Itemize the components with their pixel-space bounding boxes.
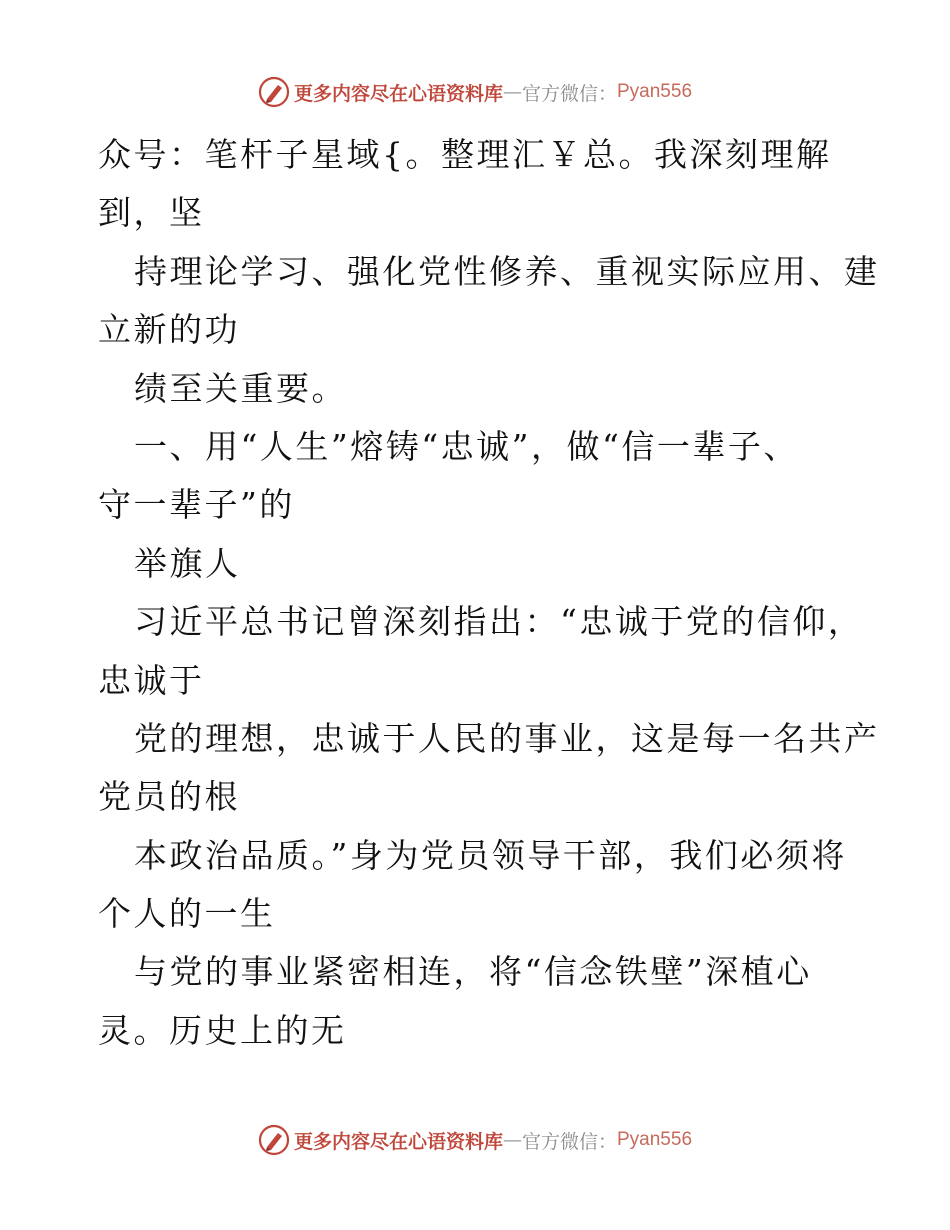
pen-logo-icon: [258, 76, 290, 108]
watermark-label: 官方微信：: [521, 1130, 617, 1153]
text-line: 党员的根: [98, 777, 240, 817]
text-line: 绩至关重要。: [134, 368, 347, 408]
text-line: 举旗人: [134, 543, 241, 583]
text-line: 持理论学习、强化党性修养、重视实际应用、建: [134, 251, 880, 291]
text-line: 与党的事业紧密相连，将“信念铁壁”深植心: [134, 952, 812, 992]
watermark-id: Pyan556: [617, 1129, 693, 1150]
text-line: 忠诚于: [98, 660, 205, 700]
pen-logo-icon: [258, 1124, 290, 1156]
text-line: 到，坚: [98, 193, 205, 233]
watermark-separator: —: [502, 81, 522, 103]
document-body: [98, 126, 898, 1060]
watermark-main-text: 更多内容尽在心语资料库: [293, 1130, 503, 1153]
text-line: 习近平总书记曾深刻指出：“忠诚于党的信仰，: [134, 602, 864, 642]
text-line: 众号：笔杆子星域{。整理汇￥总。我深刻理解: [98, 135, 832, 174]
header-watermark: [0, 72, 950, 112]
watermark-label: 官方微信：: [521, 82, 617, 105]
watermark-separator: —: [502, 1129, 522, 1151]
text-line: 党的理想，忠诚于人民的事业，这是每一名共产: [134, 718, 880, 758]
watermark-id: Pyan556: [617, 81, 693, 102]
text-line: 个人的一生: [98, 894, 276, 934]
text-line: 立新的功: [98, 310, 240, 350]
text-line: 灵。历史上的无: [98, 1010, 347, 1050]
text-line: 一、用“人生”熔铸“忠诚”，做“信一辈子、: [134, 426, 799, 466]
watermark-main-text: 更多内容尽在心语资料库: [293, 82, 503, 105]
footer-watermark: [0, 1120, 950, 1160]
text-line: 本政治品质。”身为党员领导干部，我们必须将: [134, 835, 847, 875]
text-line: 守一辈子”的: [98, 485, 295, 525]
